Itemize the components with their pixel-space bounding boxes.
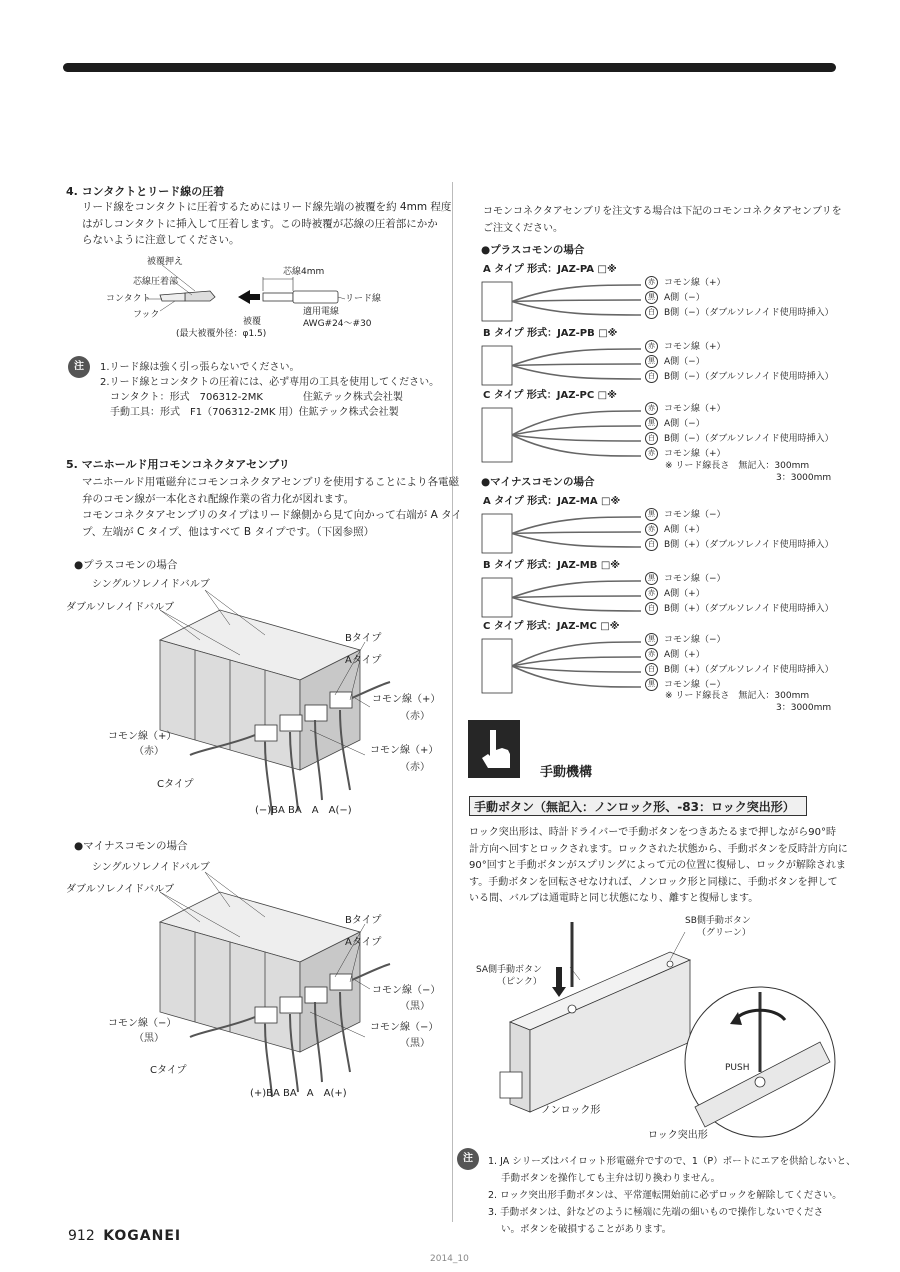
wire-description: コモン線（+）	[664, 342, 726, 352]
connector-housing	[482, 408, 512, 462]
wire-row	[645, 276, 726, 290]
para-line: ロック突出形は、時計ドライバーで手動ボタンをつきあたるまで押しながら90°時	[469, 827, 837, 838]
wire-color-badge: 赤	[645, 587, 658, 600]
para-line: 90°回すと手動ボタンがスプリングによって元の位置に復帰し、ロックが解除されま	[469, 860, 846, 871]
footer-date: 2014_10	[430, 1254, 469, 1264]
label-wire-color: （赤）	[134, 746, 164, 757]
note-line: 手動ボタンを操作しても主弁は切り換わりません。	[501, 1173, 721, 1184]
lead-wire	[512, 366, 641, 380]
label-coating: 被覆	[243, 317, 262, 327]
label-terminals: (−)BA BA A A(−)	[255, 805, 352, 816]
sa-button-icon	[568, 1005, 576, 1013]
wire-color-badge: 赤	[645, 402, 658, 415]
para-line: リード線をコンタクトに圧着するためにはリード線先端の被覆を約 4mm 程度	[82, 201, 452, 213]
lead-wire	[512, 534, 641, 548]
manual-paragraph	[469, 825, 848, 908]
section5-heading	[66, 456, 290, 472]
note-line: コンタクト：形式 706312-2MK 住鉱テック株式会社製	[110, 392, 403, 403]
lead-wire	[512, 666, 641, 672]
wire-description: B側（−）（ダブルソレノイド使用時挿入）	[664, 372, 834, 382]
note-line: 2.リード線とコンタクトの圧着には、必ず専用の工具を使用してください。	[100, 377, 440, 388]
para-line: コモンコネクタアセンブリを注文する場合は下記のコモンコネクタアセンブリを	[483, 206, 842, 217]
lead-wire	[512, 435, 641, 441]
label-wire-color: （黒）	[400, 1038, 430, 1049]
lead-wire	[512, 666, 641, 687]
sb-button-icon	[667, 961, 673, 967]
wire-row	[645, 402, 726, 416]
label-common-wire: コモン線（−）	[108, 1018, 177, 1029]
para-line: いる間、バルブは通電時と同じ状態になり、離すと復帰します。	[469, 893, 759, 904]
label-sa-button: SA側手動ボタン	[476, 965, 543, 975]
lead-wire	[512, 302, 641, 316]
manual-button-diagram	[480, 912, 840, 1142]
section-title: マニホールド用コモンコネクタアセンブリ	[81, 458, 290, 471]
wire-row	[645, 663, 834, 677]
label-common-wire: コモン線（−）	[370, 1022, 439, 1033]
note-line: 3. 手動ボタンは、針などのように極端に先端の細いもので操作しないでくださ	[488, 1207, 824, 1218]
connector-drawing	[476, 633, 646, 699]
plus-common-heading: ●プラスコモンの場合	[74, 559, 178, 571]
lead-wire	[512, 517, 641, 534]
lead-wire	[512, 364, 641, 366]
label-terminals: (+)BA BA A A(+)	[250, 1088, 347, 1099]
wire-color-badge: 白	[645, 306, 658, 319]
label-max-od: (最大被覆外径：φ1.5)	[176, 329, 267, 339]
lead-length-option: 3：3000mm	[776, 703, 832, 713]
lead-length-option: 3：3000mm	[776, 473, 832, 483]
wire-row	[645, 572, 726, 586]
para-line: す。手動ボタンを回転させなければ、ノンロック形と同様に、手動ボタンを押して	[469, 876, 838, 888]
label-common-wire: コモン線（−）	[372, 985, 441, 996]
label-core-4mm: 芯線4mm	[283, 267, 325, 277]
manual-mechanism-title: 手動機構	[540, 765, 593, 780]
label-b-type: Bタイプ	[345, 633, 382, 644]
label-c-type: Cタイプ	[150, 1065, 187, 1076]
note-line: 1.リード線は強く引っ張らないでください。	[100, 362, 300, 373]
wire-row	[645, 432, 834, 446]
wire-color-badge: 赤	[645, 447, 658, 460]
connector-drawing	[476, 340, 646, 391]
wire-description: A側（−）	[664, 357, 705, 367]
wire-description: A側（+）	[664, 650, 705, 660]
section-number: 4.	[66, 185, 78, 198]
label-single-solenoid: シングルソレノイドバルブ	[92, 862, 210, 873]
label-wire-color: （赤）	[400, 762, 430, 773]
label-a-type: Aタイプ	[345, 655, 382, 666]
lead-length-note: ※ リード線長さ 無記入：300mm	[665, 691, 810, 701]
wire-description: コモン線（−）	[664, 635, 726, 645]
para-line: 計方向へ回すとロックされます。ロックされた状態から、手動ボタンを反時計方向に	[469, 843, 848, 855]
wire-row	[645, 447, 726, 461]
label-coating-holder: 被覆押え	[147, 257, 184, 267]
wire-color-badge: 白	[645, 370, 658, 383]
lead-wire	[512, 349, 641, 366]
section-title: コンタクトとリード線の圧着	[81, 185, 225, 198]
wire-description: A側（+）	[664, 589, 705, 599]
connector-drawing	[476, 276, 646, 327]
wire-color-badge: 赤	[645, 648, 658, 661]
lead-wire	[512, 435, 641, 456]
label-common-wire: コモン線（+）	[370, 745, 439, 756]
minus-common-heading: ●マイナスコモンの場合	[481, 476, 595, 488]
wire-description: コモン線（−）	[664, 510, 726, 520]
manual-button-title: 手動ボタン（無記入：ノンロック形、-83：ロック突出形）	[469, 796, 807, 816]
connector-type-label: A タイプ 形式：JAZ-MA □※	[483, 496, 621, 507]
lead-wire	[512, 657, 641, 666]
wire-description: コモン線（+）	[664, 278, 726, 288]
footer	[68, 1228, 181, 1244]
label-wire-color: （赤）	[400, 711, 430, 722]
lead-length-note: ※ リード線長さ 無記入：300mm	[665, 461, 810, 471]
wire-row	[645, 523, 705, 537]
label-non-lock: ノンロック形	[541, 1105, 601, 1116]
wire-color-badge: 白	[645, 663, 658, 676]
contact-body	[160, 293, 185, 301]
label-double-solenoid: ダブルソレノイドバルブ	[66, 602, 175, 613]
wire-description: コモン線（+）	[664, 404, 726, 414]
section4-paragraph	[82, 199, 451, 249]
lead-wire	[512, 598, 641, 612]
minus-common-heading: ●マイナスコモンの場合	[74, 840, 188, 852]
wire-row	[645, 417, 705, 431]
wire-color-badge: 赤	[645, 276, 658, 289]
label-crimp-area: 芯線圧着部	[133, 277, 179, 287]
wire-row	[645, 355, 705, 369]
connector-housing	[482, 346, 512, 385]
lead-wire	[512, 426, 641, 435]
para-line: コモンコネクタアセンブリのタイプはリード線側から見て向かって右端が A タイ	[82, 509, 462, 521]
para-line: マニホールド用電磁弁にコモンコネクタアセンブリを使用することにより各電磁	[82, 476, 460, 488]
push-arrow-icon	[552, 967, 566, 997]
note-line: 手動工具：形式 F1（706312-2MK 用）住鉱テック株式会社製	[110, 407, 399, 418]
manual-notes	[488, 1153, 856, 1238]
wire-color-badge: 黒	[645, 355, 658, 368]
wire-row	[645, 633, 726, 647]
lead-wire	[293, 291, 338, 303]
wire-row	[645, 306, 834, 320]
connector-drawing	[476, 402, 646, 468]
connector-housing	[482, 639, 512, 693]
page-number: 912	[68, 1228, 95, 1244]
label-b-type: Bタイプ	[345, 915, 382, 926]
wire-row	[645, 648, 705, 662]
section4-heading	[66, 183, 224, 199]
connector-type-label: C タイプ 形式：JAZ-MC □※	[483, 621, 620, 632]
lead-wire	[512, 532, 641, 534]
section4-notes	[100, 360, 439, 420]
label-wire-color: （黒）	[400, 1001, 430, 1012]
connector-housing	[482, 514, 512, 553]
order-intro	[483, 204, 842, 237]
section-number: 5.	[66, 458, 78, 471]
arrow-icon	[238, 290, 260, 304]
wire-description: コモン線（−）	[664, 574, 726, 584]
para-line: ご注文ください。	[483, 222, 563, 234]
wire-description: A側（+）	[664, 525, 705, 535]
wire-description: B側（−）（ダブルソレノイド使用時挿入）	[664, 308, 834, 318]
wire-description: B側（−）（ダブルソレノイド使用時挿入）	[664, 434, 834, 444]
lead-wire	[512, 300, 641, 302]
label-c-type: Cタイプ	[157, 779, 194, 790]
label-double-solenoid: ダブルソレノイドバルブ	[66, 884, 175, 895]
connector-type-label: B タイプ 形式：JAZ-MB □※	[483, 560, 620, 571]
wire-color-badge: 白	[645, 538, 658, 551]
lead-wire	[512, 581, 641, 598]
wire-row	[645, 587, 705, 601]
connector-housing	[482, 578, 512, 617]
wire-color-badge: 黒	[645, 633, 658, 646]
brand-logo: KOGANEI	[103, 1228, 182, 1244]
wire-row	[645, 370, 834, 384]
wire-color-badge: 白	[645, 432, 658, 445]
wire-description: コモン線（+）	[664, 449, 726, 459]
wire-color-badge: 白	[645, 602, 658, 615]
connector-type-label: A タイプ 形式：JAZ-PA □※	[483, 264, 617, 275]
wire-description: B側（+）（ダブルソレノイド使用時挿入）	[664, 604, 834, 614]
connector-type-label: C タイプ 形式：JAZ-PC □※	[483, 390, 617, 401]
label-common-wire: コモン線（+）	[372, 694, 441, 705]
label-sb-color: （グリーン）	[697, 928, 751, 938]
label-single-solenoid: シングルソレノイドバルブ	[92, 579, 210, 590]
column-divider	[452, 182, 453, 1222]
label-lead-wire: リード線	[345, 294, 382, 304]
wire-description: B側（+）（ダブルソレノイド使用時挿入）	[664, 540, 834, 550]
note-badge-icon: 注	[457, 1148, 479, 1170]
hand-icon	[468, 720, 520, 778]
label-push: PUSH	[725, 1063, 750, 1073]
para-line: プ、左端が C タイプ、他はすべて B タイプです。（下図参照）	[82, 525, 375, 538]
wire-row	[645, 508, 726, 522]
wire-row	[645, 538, 834, 552]
wire-row	[645, 602, 834, 616]
wire-description: A側（−）	[664, 293, 705, 303]
contact-shape	[185, 291, 215, 301]
wire-color-badge: 黒	[645, 508, 658, 521]
label-wire-color: （黒）	[134, 1033, 164, 1044]
label-a-type: Aタイプ	[345, 937, 382, 948]
wire-color-badge: 黒	[645, 417, 658, 430]
label-contact: コンタクト	[106, 294, 151, 304]
wire-color-badge: 黒	[645, 678, 658, 691]
wire-color-badge: 黒	[645, 291, 658, 304]
connector-drawing	[476, 572, 646, 623]
note-line: 1. JA シリーズはパイロット形電磁弁ですので、1（P）ポートにエアを供給しないと、	[488, 1156, 856, 1167]
connector-drawing	[476, 508, 646, 559]
para-line: はがしコンタクトに挿入して圧着します。この時被覆が芯線の圧着部にかか	[82, 217, 438, 230]
plus-common-heading: ●プラスコモンの場合	[481, 244, 585, 256]
label-common-wire: コモン線（+）	[108, 731, 177, 742]
bare-wire	[263, 293, 293, 301]
connector-type-label: B タイプ 形式：JAZ-PB □※	[483, 328, 618, 339]
section5-paragraph	[82, 474, 462, 540]
lead-wire	[512, 596, 641, 598]
wire-description: コモン線（−）	[664, 680, 726, 690]
header-bar	[63, 63, 836, 72]
wire-row	[645, 340, 726, 354]
label-hook: フック	[133, 310, 160, 320]
label-applicable-wire: 適用電線	[303, 307, 340, 317]
para-line: 弁のコモン線が一本化され配線作業の省力化が図れます。	[82, 492, 355, 505]
label-sb-button: SB側手動ボタン	[685, 916, 751, 926]
para-line: らないように注意してください。	[82, 234, 240, 246]
label-awg: AWG#24〜#30	[303, 319, 372, 329]
note-badge-icon: 注	[68, 356, 90, 378]
wire-color-badge: 黒	[645, 572, 658, 585]
wire-description: A側（−）	[664, 419, 705, 429]
wire-row	[645, 291, 705, 305]
note-line: い。ボタンを破損することがあります。	[501, 1224, 672, 1235]
label-lock-protrude: ロック突出形	[648, 1130, 708, 1141]
wire-color-badge: 赤	[645, 340, 658, 353]
connector-housing	[482, 282, 512, 321]
label-sa-color: （ピンク）	[497, 977, 542, 987]
lead-wire	[512, 285, 641, 302]
wire-color-badge: 赤	[645, 523, 658, 536]
wire-description: B側（+）（ダブルソレノイド使用時挿入）	[664, 665, 834, 675]
note-line: 2. ロック突出形手動ボタンは、平常運転開始前に必ずロックを解除してください。	[488, 1190, 842, 1201]
